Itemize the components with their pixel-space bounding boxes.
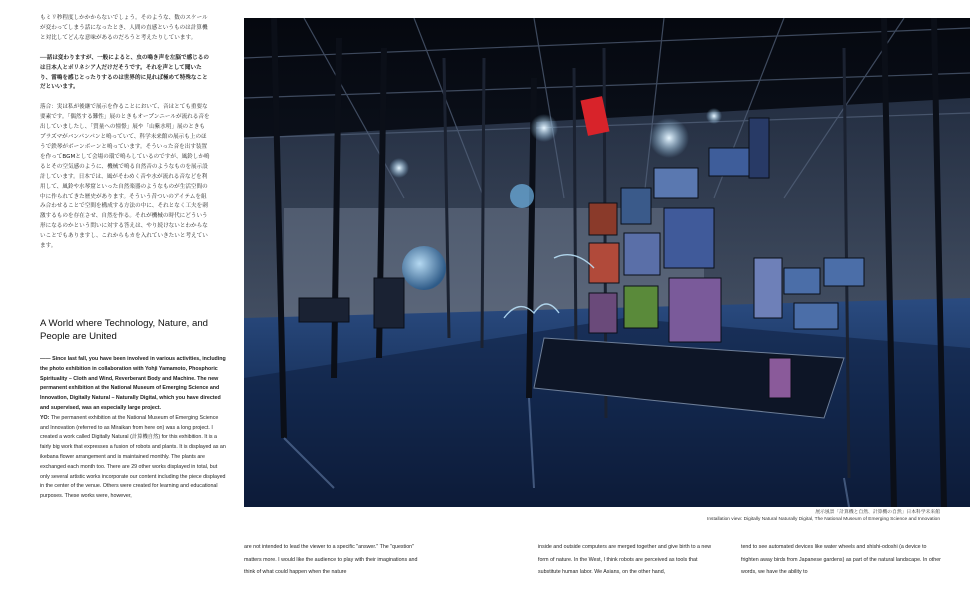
bottom-column-3: tend to see automated devices like water wheels and shishi-odoshi (a device to frighten away birds from Japanese gardens) as part of the natural landscape. In other words, we have the ability to <box>741 544 941 575</box>
english-interview-answer <box>40 414 228 502</box>
caption-japanese: 展示風景「計算機と自然、計算機の自然」日本科学未来館 <box>815 510 940 515</box>
english-text-column <box>40 355 228 502</box>
installation-photo-illustration <box>244 18 970 507</box>
japanese-text-block <box>40 14 210 252</box>
english-answer-text: The permanent exhibition at the National Museum of Emerging Science and Innovation (referred to as Miraikan from here on) was a long project. I created a work called Digitally Natural (計算機自然) for this exhibition. It is a fairly big work that expresses a fusion of robots and plants. It is displayed as an ikebana flower arrangement and is maintained monthly. The plants are exchanged each month too. There are 29 other works displayed in total, but only several artistic works incorporate our content including the piece displayed in the center of the venue. Others were created for learning and educational purposes. These works were, however, <box>40 414 226 500</box>
bottom-column-2: inside and outside computers are merged together and give birth to a new form of nature. In the West, I think robots are perceived as tools that substitute human labor. We Asians, on the other hand, <box>538 544 712 575</box>
japanese-intro-paragraph: もミリ秒程度しかかからないでしょう。そのような、数のスケールが変わってしまう話になったとき、人間の直感というものは計算機と対比してどんな意味があるのだろうと考えたりしています。 <box>40 15 208 41</box>
speaker-label: YO: <box>40 414 50 421</box>
caption-english: Installation view: Digitally Natural Naturally Digital, The National Museum of Emerging Science and Innovation <box>707 517 940 522</box>
english-interview-question: —— Since last fall, you have been involved in various activities, including the photo exhibition in collaboration with Yohji Yamamoto, Phosphoric Spirituality – Cloth and Wind, Reverberant Body and Machine. The new permanent exhibition at the National Museum of Emerging Science and Innovation, Digitally Natural – Naturally Digital, which you have directed and supervised, was an especially large project. <box>40 356 226 411</box>
japanese-interview-question: ──話は変わりますが、一般によると、虫の鳴き声を左脳で感じるのは日本人とポリネシア人だけだそうです。それを声として聞いたり、雷鳴を感じとったりするのは世界的に見れば極めて特殊なことだといいます。 <box>40 54 209 91</box>
section-heading: A World where Technology, Nature, and People are United <box>40 318 208 342</box>
japanese-interview-answer: 落合：実は私が後継で展示を作ることにおいて、音はとても重要な要素です。「偶然する難性」展のときもオープンニールが流れる音を出していましたし、「質量への憧憬」展や「山紫水明」展のときもプラズマがバンパンパンと鳴っていて、科学未来館の展示も上のほうで鉄琴がボーンボーンと鳴っています。そういった音を出す装置を作ってBGMとして会場の環で鳴らしているのですが、風鈴しか鳴るとその空気感のように、機械で鳴る自然音のようなものを展示設計しています。日本では、風がそわめく音や水が流れる音などを利用して、風鈴や水琴窟といった自然楽器のようなものが生活空間の中に作られてきた歴史があります。そういう昔ついのアイテムを組み合わせることで空間を構成する方法の中に、それとなく工夫を刺激するものを存在させ、自然を作る。それが機械の時代にどういう形になるのかという問いに対する答えは、やり続けないとわからないことでもありますし、これからもカを入れていきたいと考えています。 <box>40 104 210 250</box>
installation-photo <box>244 18 970 507</box>
photo-caption <box>707 509 940 523</box>
bottom-column-1: are not intended to lead the viewer to a specific "answer." The "question" matters more. I would like the audience to play with their imaginations and think of what could happen when the nature <box>244 544 418 575</box>
